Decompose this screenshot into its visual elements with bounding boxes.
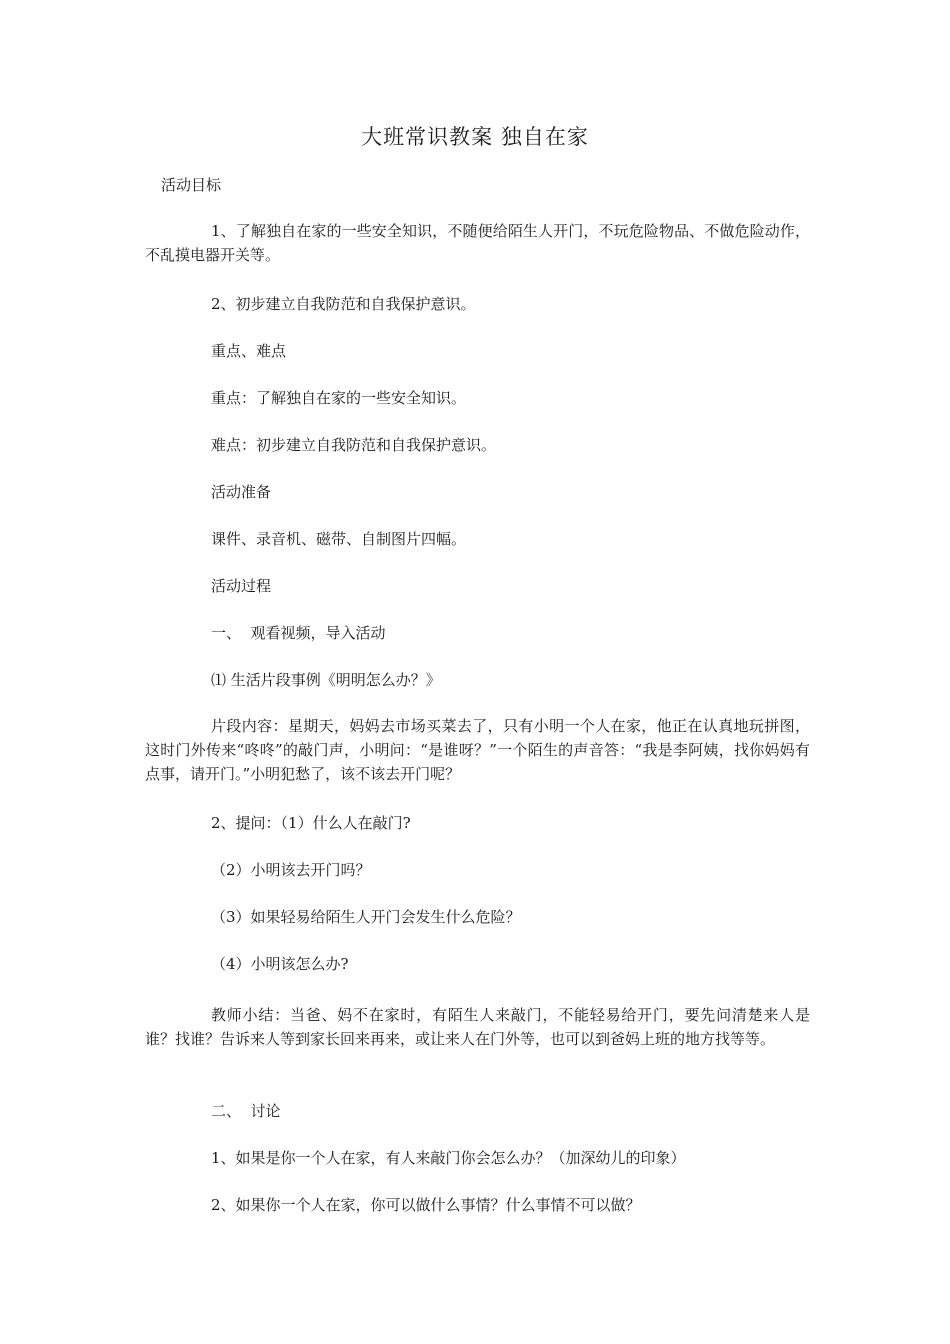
- key-points-heading: 重点、难点: [211, 342, 287, 360]
- objectives-heading: 活动目标: [161, 176, 222, 194]
- question-1: 2、提问：（1）什么人在敲门?: [211, 814, 411, 832]
- question-4: （4）小明该怎么办?: [211, 955, 349, 973]
- question-3: （3）如果轻易给陌生人开门会发生什么危险？: [211, 908, 521, 926]
- case-content: 片段内容：星期天，妈妈去市场买菜去了，只有小明一个人在家，他正在认真地玩拼图，这时门外传来“咚咚”的敲门声，小明问：“是谁呀？”一个陌生的声音答：“我是李阿姨，找你妈妈有点事，请开门。”小明犯愁了，该不该去开门呢？: [145, 717, 810, 783]
- teacher-summary: 教师小结：当爸、妈不在家时，有陌生人来敲门，不能轻易给开门，要先问清楚来人是谁？找谁？告诉来人等到家长回来再来，或让来人在门外等，也可以到爸妈上班的地方找等等。: [145, 1006, 810, 1048]
- document-title: 大班常识教案 独自在家: [361, 125, 589, 149]
- difficult-point: 难点：初步建立自我防范和自我保护意识。: [211, 436, 497, 454]
- case-title: ⑴ 生活片段事例《明明怎么办？》: [211, 671, 441, 689]
- step-2-heading: 二、 讨论: [211, 1102, 281, 1120]
- objective-2: 2、初步建立自我防范和自我保护意识。: [211, 295, 476, 313]
- key-point: 重点：了解独自在家的一些安全知识。: [211, 389, 467, 407]
- preparation-heading: 活动准备: [211, 483, 272, 501]
- discussion-1: 1、如果是你一个人在家，有人来敲门你会怎么办？（加深幼儿的印象）: [211, 1149, 686, 1167]
- preparation-materials: 课件、录音机、磁带、自制图片四幅。: [211, 530, 467, 548]
- question-2: （2）小明该去开门吗？: [211, 861, 371, 879]
- discussion-2: 2、如果你一个人在家，你可以做什么事情？什么事情不可以做？: [211, 1196, 641, 1214]
- process-heading: 活动过程: [211, 577, 272, 595]
- objective-1: 1、了解独自在家的一些安全知识，不随便给陌生人开门，不玩危险物品、不做危险动作，不乱摸电器开关等。: [145, 222, 810, 264]
- step-1-heading: 一、 观看视频，导入活动: [211, 624, 386, 642]
